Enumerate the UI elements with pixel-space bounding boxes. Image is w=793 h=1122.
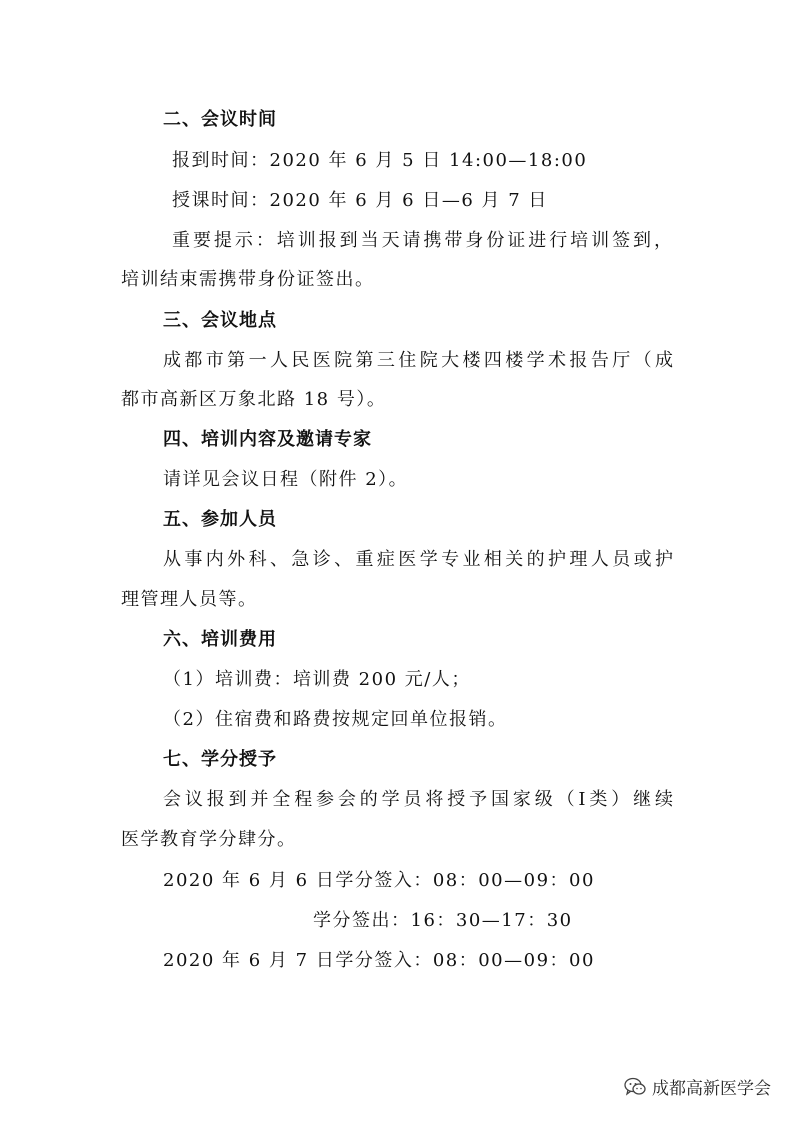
lecture-time: 授课时间：2020 年 6 月 6 日—6 月 7 日 (172, 190, 548, 211)
section-heading-time: 二、会议时间 (163, 109, 277, 130)
section-heading-content: 四、培训内容及邀请专家 (163, 429, 372, 450)
credits-line-2: 医学教育学分肆分。 (121, 829, 297, 850)
notice-line-1: 重要提示：培训报到当天请携带身份证进行培训签到， (172, 230, 672, 251)
watermark (624, 1074, 771, 1099)
day1-signout: 学分签出：16：30—17：30 (313, 910, 573, 931)
participants-line-2: 理管理人员等。 (121, 589, 258, 610)
day1-signin: 2020 年 6 月 6 日学分签入：08：00—09：00 (163, 870, 595, 891)
credits-line-1: 会议报到并全程参会的学员将授予国家级（Ⅰ类）继续 (163, 789, 673, 810)
venue-line-1: 成都市第一人民医院第三住院大楼四楼学术报告厅（成 (163, 350, 673, 371)
participants-line-1: 从事内外科、急诊、重症医学专业相关的护理人员或护 (163, 549, 673, 570)
watermark-label: 成都高新医学会 (652, 1079, 771, 1099)
fee-item-2: （2）住宿费和路费按规定回单位报销。 (163, 709, 508, 730)
section-heading-credits: 七、学分授予 (163, 749, 277, 770)
section-heading-venue: 三、会议地点 (163, 310, 277, 331)
venue-line-2: 都市高新区万象北路 18 号）。 (121, 389, 387, 410)
registration-time: 报到时间：2020 年 6 月 5 日 14:00—18:00 (172, 150, 588, 171)
wechat-icon (624, 1077, 646, 1097)
day2-signin: 2020 年 6 月 7 日学分签入：08：00—09：00 (163, 950, 595, 971)
section-heading-participants: 五、参加人员 (163, 509, 277, 530)
section-heading-fees: 六、培训费用 (163, 629, 277, 650)
content-line-1: 请详见会议日程（附件 2）。 (163, 469, 409, 490)
fee-item-1: （1）培训费：培训费 200 元/人； (163, 669, 471, 690)
notice-line-2: 培训结束需携带身份证签出。 (121, 269, 375, 290)
